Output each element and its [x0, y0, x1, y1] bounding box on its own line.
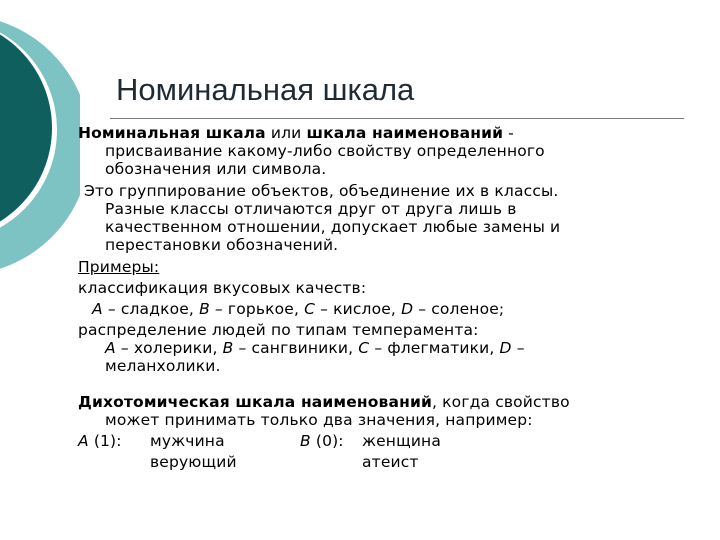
term-nominal-scale: Номинальная шкала	[78, 124, 266, 142]
decorative-circles	[0, 0, 80, 300]
ex1-c-text: – кислое,	[315, 300, 402, 318]
example-2-line-3: меланхолики.	[105, 357, 221, 375]
code-b-num: (0):	[310, 432, 344, 450]
dichotomy-row-1	[78, 432, 698, 450]
examples-label: Примеры:	[78, 258, 160, 276]
ex1-d: D	[401, 300, 414, 318]
ex2-a-text: – холерики,	[115, 339, 223, 357]
example-2-items	[78, 339, 698, 357]
definition-line-1	[78, 124, 698, 142]
dichotomous-line-1	[78, 393, 698, 411]
ex1-b-text: – горькое,	[209, 300, 305, 318]
example-1-items	[78, 300, 698, 318]
grouping-line-2: Разные классы отличаются друг от друга лишь в	[105, 200, 517, 218]
slide-body	[78, 124, 698, 471]
row-2-spacer	[78, 453, 150, 471]
value-atheist: атеист	[362, 453, 419, 471]
grouping-line-1: Это группирование объектов, объединение их в классы.	[84, 182, 559, 200]
term-dichotomous-scale: Дихотомическая шкала наименований	[78, 393, 433, 411]
def-or: или	[265, 124, 307, 142]
ex2-c-text: – флегматики,	[369, 339, 500, 357]
ex1-b: B	[199, 300, 210, 318]
ex1-a-text: – сладкое,	[102, 300, 200, 318]
value-female: женщина	[362, 432, 441, 450]
grouping-line-4: перестановки обозначений.	[105, 236, 339, 254]
ex2-d-text: –	[511, 339, 525, 357]
ex2-b: B	[222, 339, 234, 357]
grouping-line-3: качественном отношении, допускает любые замены и	[105, 218, 561, 236]
ex1-c: C	[304, 300, 316, 318]
example-2-title: распределение людей по типам темперамента:	[78, 321, 479, 339]
definition-line-3: обозначения или символа.	[105, 160, 327, 178]
ex1-d-text: – соленое;	[413, 300, 505, 318]
slide-title: Номинальная шкала	[116, 72, 415, 107]
code-a	[78, 432, 150, 450]
code-a-num: (1):	[88, 432, 122, 450]
code-b	[300, 432, 362, 450]
example-1-title: классификация вкусовых качеств:	[78, 279, 367, 297]
ex2-c: C	[358, 339, 370, 357]
code-b-letter: B	[300, 432, 311, 450]
dichotomous-line-2: может принимать только два значения, например:	[105, 411, 533, 429]
ex2-b-text: – сангвиники,	[233, 339, 359, 357]
dichotomy-row-2	[78, 453, 698, 471]
value-male: мужчина	[150, 432, 225, 450]
ex2-d: D	[499, 339, 512, 357]
value-believer: верующий	[150, 453, 237, 471]
title-divider	[110, 118, 684, 119]
ex2-a: A	[105, 339, 116, 357]
term-naming-scale: шкала наименований	[306, 124, 504, 142]
def-dash: -	[503, 124, 514, 142]
ex1-a: A	[92, 300, 103, 318]
code-a-letter: A	[78, 432, 89, 450]
dich-rest: , когда свойство	[432, 393, 570, 411]
definition-line-2: присваивание какому-либо свойству определенного	[105, 142, 545, 160]
